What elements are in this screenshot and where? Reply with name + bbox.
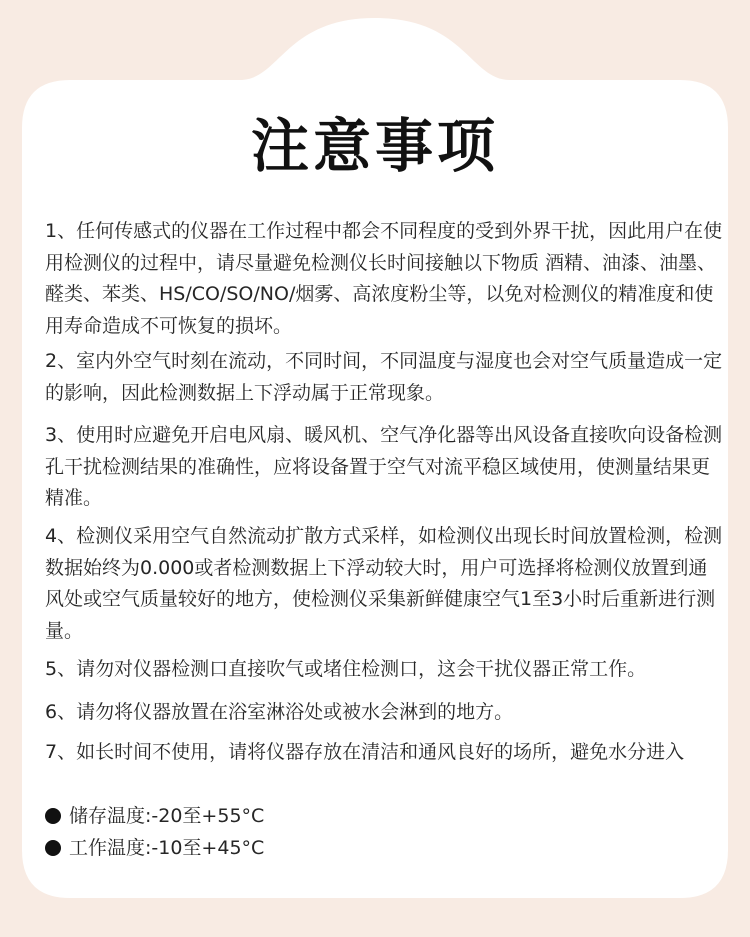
working-temperature (45, 833, 264, 863)
page-title: 注意事项 (250, 112, 499, 180)
note-item-4: 4、检测仪采用空气自然流动扩散方式采样，如检测仪出现长时间放置检测，检测数据始终为0.000或者检测数据上下浮动较大时，用户可选择将检测仪放置到通风处或空气质量较好的地方，使检测仪采集新鲜健康空气1至3小时后重新进行测量。 (45, 525, 723, 642)
note-item-7: 7、如长时间不使用，请将仪器存放在清洁和通风良好的场所，避免水分进入 (45, 741, 685, 763)
note-item-3: 3、使用时应避免开启电风扇、暖风机、空气净化器等出风设备直接吹向设备检测孔干扰检测结果的准确性，应将设备置于空气对流平稳区域使用，使测量结果更精准。 (45, 424, 723, 509)
storage-temperature-text: 储存温度:-20至+55°C (69, 805, 265, 827)
storage-temperature (45, 801, 264, 831)
note-item-1: 1、任何传感式的仪器在工作过程中都会不同程度的受到外界干扰，因此用户在使用检测仪的过程中，请尽量避免检测仪长时间接触以下物质 酒精、油漆、油墨、醛类、苯类、HS/CO/SO/NO/烟雾、高浓度粉尘等，以免对检测仪的精准度和使用寿命造成不可恢复的损坏。 (45, 220, 723, 337)
note-item-5: 5、请勿对仪器检测口直接吹气或堵住检测口，这会干扰仪器正常工作。 (45, 658, 647, 680)
note-item-2: 2、室内外空气时刻在流动，不同时间，不同温度与湿度也会对空气质量造成一定的影响，因此检测数据上下浮动属于正常现象。 (45, 350, 723, 404)
bullet-dot-icon (45, 840, 61, 856)
note-item-6: 6、请勿将仪器放置在浴室淋浴处或被水会淋到的地方。 (45, 701, 514, 723)
bullet-dot-icon (45, 808, 61, 824)
working-temperature-text: 工作温度:-10至+45°C (69, 837, 265, 859)
